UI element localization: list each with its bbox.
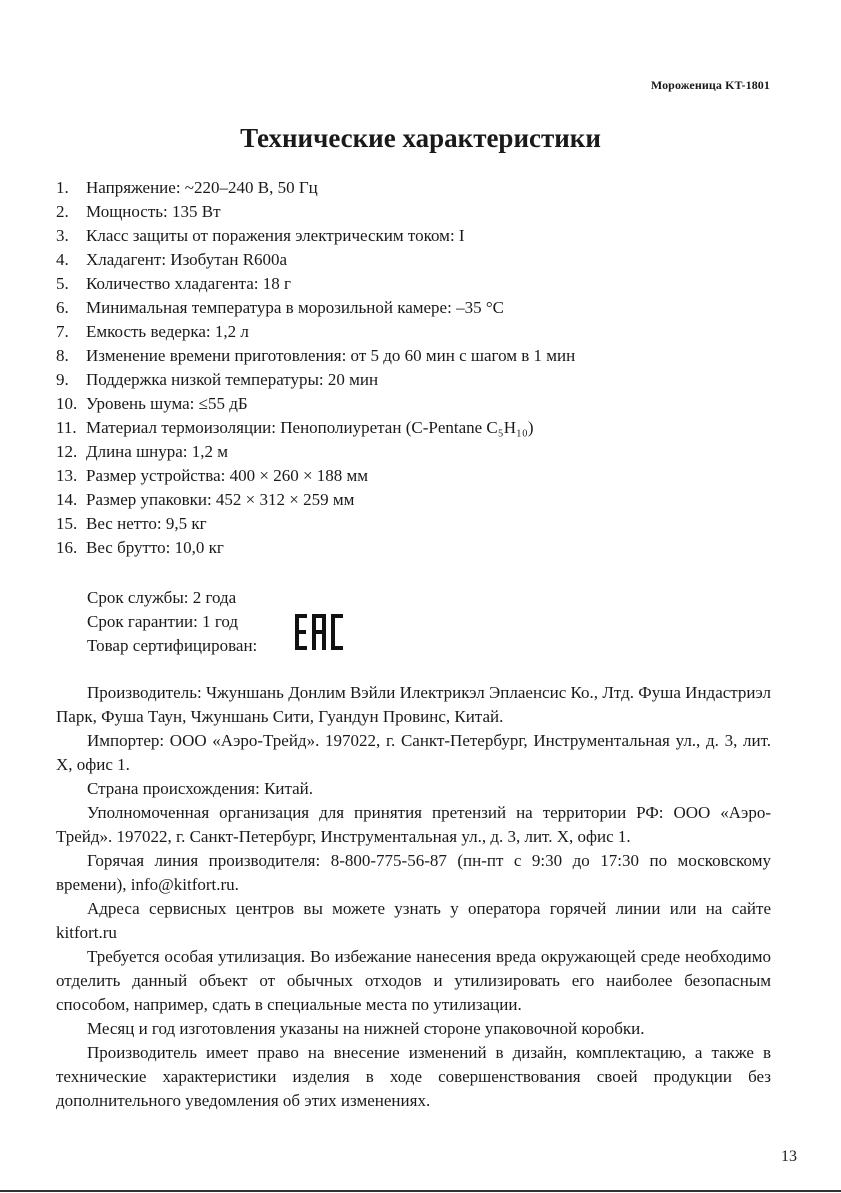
spec-number: 4. bbox=[56, 250, 69, 269]
page-title: Технические характеристики bbox=[240, 123, 601, 153]
spec-item bbox=[56, 200, 776, 224]
legal-info-text bbox=[56, 681, 771, 1113]
spec-text: Напряжение: ~220–240 В, 50 Гц bbox=[86, 178, 318, 197]
spec-number: 9. bbox=[56, 370, 69, 389]
country-of-origin-paragraph: Страна происхождения: Китай. bbox=[87, 779, 314, 798]
changes-notice-paragraph: Производитель имеет право на внесение изменений в дизайн, комплектацию, а также в технические характеристики изделия в ходе совершенствования своей продукции без дополнительного уведомления об этих изменениях. bbox=[56, 1043, 771, 1110]
bottom-divider bbox=[0, 1190, 841, 1192]
spec-text: Уровень шума: ≤55 дБ bbox=[86, 394, 248, 413]
spec-number: 5. bbox=[56, 274, 69, 293]
spec-item bbox=[56, 392, 776, 416]
spec-number: 13. bbox=[56, 466, 78, 485]
warranty-period: Срок гарантии: 1 год bbox=[87, 612, 239, 631]
spec-text: Длина шнура: 1,2 м bbox=[86, 442, 229, 461]
page-number: 13 bbox=[781, 1148, 797, 1165]
spec-text: Размер упаковки: 452 × 312 × 259 мм bbox=[86, 490, 355, 509]
spec-number: 6. bbox=[56, 298, 69, 317]
manufacturer-paragraph: Производитель: Чжуншань Донлим Вэйли Илектрикэл Эплаенсис Ко., Лтд. Фуша Индастриэл Парк, Фуша Таун, Чжуншань Сити, Гуандун Провинс, Китай. bbox=[56, 683, 771, 726]
spec-text: Класс защиты от поражения электрическим током: I bbox=[86, 226, 465, 245]
spec-text: Количество хладагента: 18 г bbox=[86, 274, 291, 293]
spec-item bbox=[56, 176, 776, 200]
spec-text: Размер устройства: 400 × 260 × 188 мм bbox=[86, 466, 369, 485]
certification-label: Товар сертифицирован: bbox=[87, 636, 258, 655]
spec-number: 8. bbox=[56, 346, 69, 365]
spec-number: 3. bbox=[56, 226, 69, 245]
spec-item bbox=[56, 344, 776, 368]
spec-item bbox=[56, 464, 776, 488]
spec-text: Вес нетто: 9,5 кг bbox=[86, 514, 207, 533]
disposal-paragraph: Требуется особая утилизация. Во избежание нанесения вреда окружающей среде необходимо отделить данный объект от обычных отходов и утилизировать его наиболее безопасным способом, например, сдать в специальные места по утилизации. bbox=[56, 947, 771, 1014]
service-info bbox=[87, 586, 257, 658]
spec-item bbox=[56, 440, 776, 464]
spec-item bbox=[56, 416, 776, 440]
document-header-model: Мороженица KT-1801 bbox=[650, 78, 770, 92]
spec-number: 12. bbox=[56, 442, 78, 461]
service-centers-paragraph: Адреса сервисных центров вы можете узнать у оператора горячей линии или на сайте kitfort.ru bbox=[56, 899, 771, 942]
spec-item bbox=[56, 296, 776, 320]
spec-item bbox=[56, 320, 776, 344]
spec-text: Изменение времени приготовления: от 5 до 60 мин с шагом в 1 мин bbox=[86, 346, 576, 365]
spec-text: Поддержка низкой температуры: 20 мин bbox=[86, 370, 379, 389]
spec-item bbox=[56, 488, 776, 512]
importer-paragraph: Импортер: ООО «Аэро-Трейд». 197022, г. Санкт-Петербург, Инструментальная ул., д. 3, лит. Х, офис 1. bbox=[56, 731, 771, 774]
spec-number: 10. bbox=[56, 394, 78, 413]
spec-number: 11. bbox=[56, 418, 77, 437]
service-life: Срок службы: 2 года bbox=[87, 588, 237, 607]
spec-text: Вес брутто: 10,0 кг bbox=[86, 538, 224, 557]
spec-number: 2. bbox=[56, 202, 69, 221]
authorized-organization-paragraph: Уполномоченная организация для принятия претензий на территории РФ: ООО «Аэро-Трейд». 197022, г. Санкт-Петербург, Инструментальная ул., д. 3, лит. Х, офис 1. bbox=[56, 803, 771, 846]
spec-number: 1. bbox=[56, 178, 69, 197]
hotline-paragraph: Горячая линия производителя: 8-800-775-56-87 (пн-пт с 9:30 до 17:30 по московскому времени), info@kitfort.ru. bbox=[56, 851, 771, 894]
spec-item bbox=[56, 272, 776, 296]
spec-text: Материал термоизоляции: Пенополиуретан (C-Pentane C₅H₁₀) bbox=[86, 418, 534, 437]
spec-text: Мощность: 135 Вт bbox=[86, 202, 221, 221]
spec-text: Минимальная температура в морозильной камере: –35 °C bbox=[86, 298, 504, 317]
spec-item bbox=[56, 224, 776, 248]
eac-certification-logo bbox=[294, 612, 344, 652]
spec-text: Емкость ведерка: 1,2 л bbox=[86, 322, 249, 341]
spec-item bbox=[56, 368, 776, 392]
spec-item bbox=[56, 536, 776, 560]
spec-item bbox=[56, 248, 776, 272]
spec-number: 14. bbox=[56, 490, 78, 509]
spec-number: 16. bbox=[56, 538, 78, 557]
spec-number: 7. bbox=[56, 322, 69, 341]
spec-item bbox=[56, 512, 776, 536]
manufacture-date-paragraph: Месяц и год изготовления указаны на нижней стороне упаковочной коробки. bbox=[87, 1019, 645, 1038]
spec-text: Хладагент: Изобутан R600a bbox=[86, 250, 288, 269]
spec-number: 15. bbox=[56, 514, 78, 533]
specifications-list bbox=[56, 176, 776, 560]
